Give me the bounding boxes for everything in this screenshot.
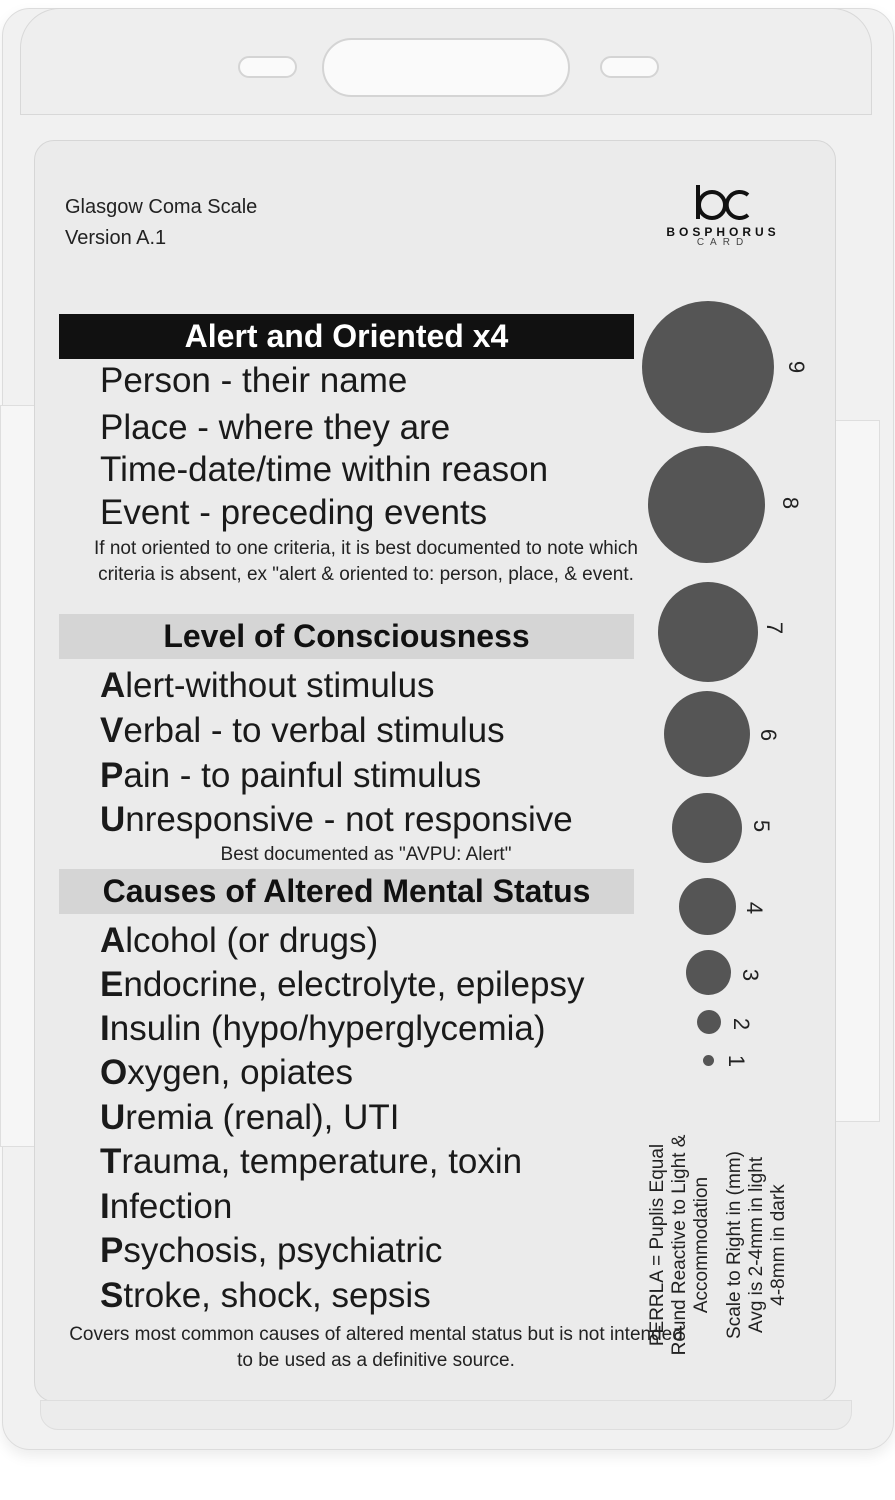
pupil-circle-8mm <box>648 446 765 563</box>
pupil-label-7: 7 <box>762 621 788 635</box>
bc-monogram-icon <box>688 183 758 223</box>
lanyard-slot-right <box>600 56 659 78</box>
causes-note: Covers most common causes of altered mental status but is not intended to be used as a definitive source. <box>69 1324 683 1371</box>
perrla-note <box>647 1115 713 1375</box>
list-item <box>100 800 573 840</box>
section-heading-causes: Causes of Altered Mental Status <box>59 869 634 914</box>
consciousness-note: Best documented as "AVPU: Alert" <box>220 844 512 865</box>
section-heading-alert-oriented: Alert and Oriented x4 <box>59 314 634 359</box>
list-item <box>100 965 584 1005</box>
pupil-circle-2mm <box>697 1010 721 1034</box>
scale-line: Scale to Right in (mm) <box>724 1151 745 1339</box>
item-initial: P <box>100 756 124 795</box>
list-item <box>100 1098 400 1138</box>
pupil-label-8: 8 <box>778 496 804 510</box>
pupil-label-2: 2 <box>729 1017 755 1031</box>
logo-name: BOSPHORUS <box>666 225 780 239</box>
list-item: Person - their name <box>100 361 408 400</box>
item-text: rauma, temperature, toxin <box>121 1142 523 1181</box>
list-item <box>100 1053 353 1093</box>
list-item: Place - where they are <box>100 408 451 447</box>
item-text: xygen, opiates <box>127 1053 353 1092</box>
item-text: lcohol (or drugs) <box>125 921 379 960</box>
section-heading-consciousness: Level of Consciousness <box>59 614 634 659</box>
item-text: ain - to painful stimulus <box>123 756 482 795</box>
scale-line: 4-8mm in dark <box>768 1184 789 1306</box>
pupil-circle-7mm <box>658 582 758 682</box>
perrla-line: Round Reactive to Light & <box>669 1134 690 1356</box>
item-initial: A <box>100 666 126 705</box>
item-initial: E <box>100 965 124 1004</box>
pupil-circle-4mm <box>679 878 736 935</box>
perrla-line: Accommodation <box>691 1176 712 1314</box>
item-initial: U <box>100 800 126 839</box>
item-text: nsulin (hypo/hyperglycemia) <box>109 1009 546 1048</box>
item-text: remia (renal), UTI <box>125 1098 400 1137</box>
pupil-circle-1mm <box>703 1055 714 1066</box>
item-text: troke, shock, sepsis <box>123 1276 431 1315</box>
list-item: Event - preceding events <box>100 493 488 532</box>
list-item <box>100 756 481 796</box>
pupil-label-3: 3 <box>738 968 764 982</box>
item-initial: V <box>100 711 124 750</box>
item-text: erbal - to verbal stimulus <box>123 711 505 750</box>
list-item: Time-date/time within reason <box>100 450 549 489</box>
pupil-label-5: 5 <box>749 819 775 833</box>
pupil-label-1: 1 <box>724 1054 750 1068</box>
holder-bottom-lip <box>40 1400 852 1430</box>
lanyard-slot-center <box>322 38 570 97</box>
list-item <box>100 666 435 706</box>
pupil-label-9: 9 <box>784 360 810 374</box>
item-initial: I <box>100 1009 110 1048</box>
pupil-circle-6mm <box>664 691 750 777</box>
item-initial: A <box>100 921 126 960</box>
card-version: Version A.1 <box>65 227 167 249</box>
item-initial: P <box>100 1231 124 1270</box>
scale-note <box>724 1125 790 1365</box>
list-item <box>100 1231 442 1271</box>
pupil-circle-3mm <box>686 950 731 995</box>
perrla-line: PERRLA = Puplis Equal <box>647 1143 668 1347</box>
item-text: lert-without stimulus <box>125 666 435 705</box>
item-initial: U <box>100 1098 126 1137</box>
alert-oriented-note: If not oriented to one criteria, it is best documented to note which criteria is absent, ex "alert & oriented to: person, place, & event. <box>94 538 638 585</box>
pupil-label-6: 6 <box>756 728 782 742</box>
item-initial: S <box>100 1276 124 1315</box>
pupil-circle-9mm <box>642 301 774 433</box>
list-item <box>100 1276 431 1316</box>
list-item <box>100 1009 546 1049</box>
brand-logo <box>643 183 803 253</box>
list-item <box>100 1187 232 1227</box>
item-text: nfection <box>109 1187 233 1226</box>
list-item <box>100 1142 522 1182</box>
item-initial: O <box>100 1053 128 1092</box>
item-initial: I <box>100 1187 110 1226</box>
pupil-circle-5mm <box>672 793 742 863</box>
card-title: Glasgow Coma Scale <box>65 196 258 218</box>
lanyard-slot-left <box>238 56 297 78</box>
logo-subtitle: CARD <box>696 237 750 248</box>
item-initial: T <box>100 1142 122 1181</box>
list-item <box>100 711 505 751</box>
item-text: sychosis, psychiatric <box>123 1231 443 1270</box>
list-item <box>100 921 378 961</box>
item-text: ndocrine, electrolyte, epilepsy <box>123 965 585 1004</box>
item-text: nresponsive - not responsive <box>125 800 573 839</box>
pupil-label-4: 4 <box>742 901 768 915</box>
scale-line: Avg is 2-4mm in light <box>746 1157 767 1333</box>
